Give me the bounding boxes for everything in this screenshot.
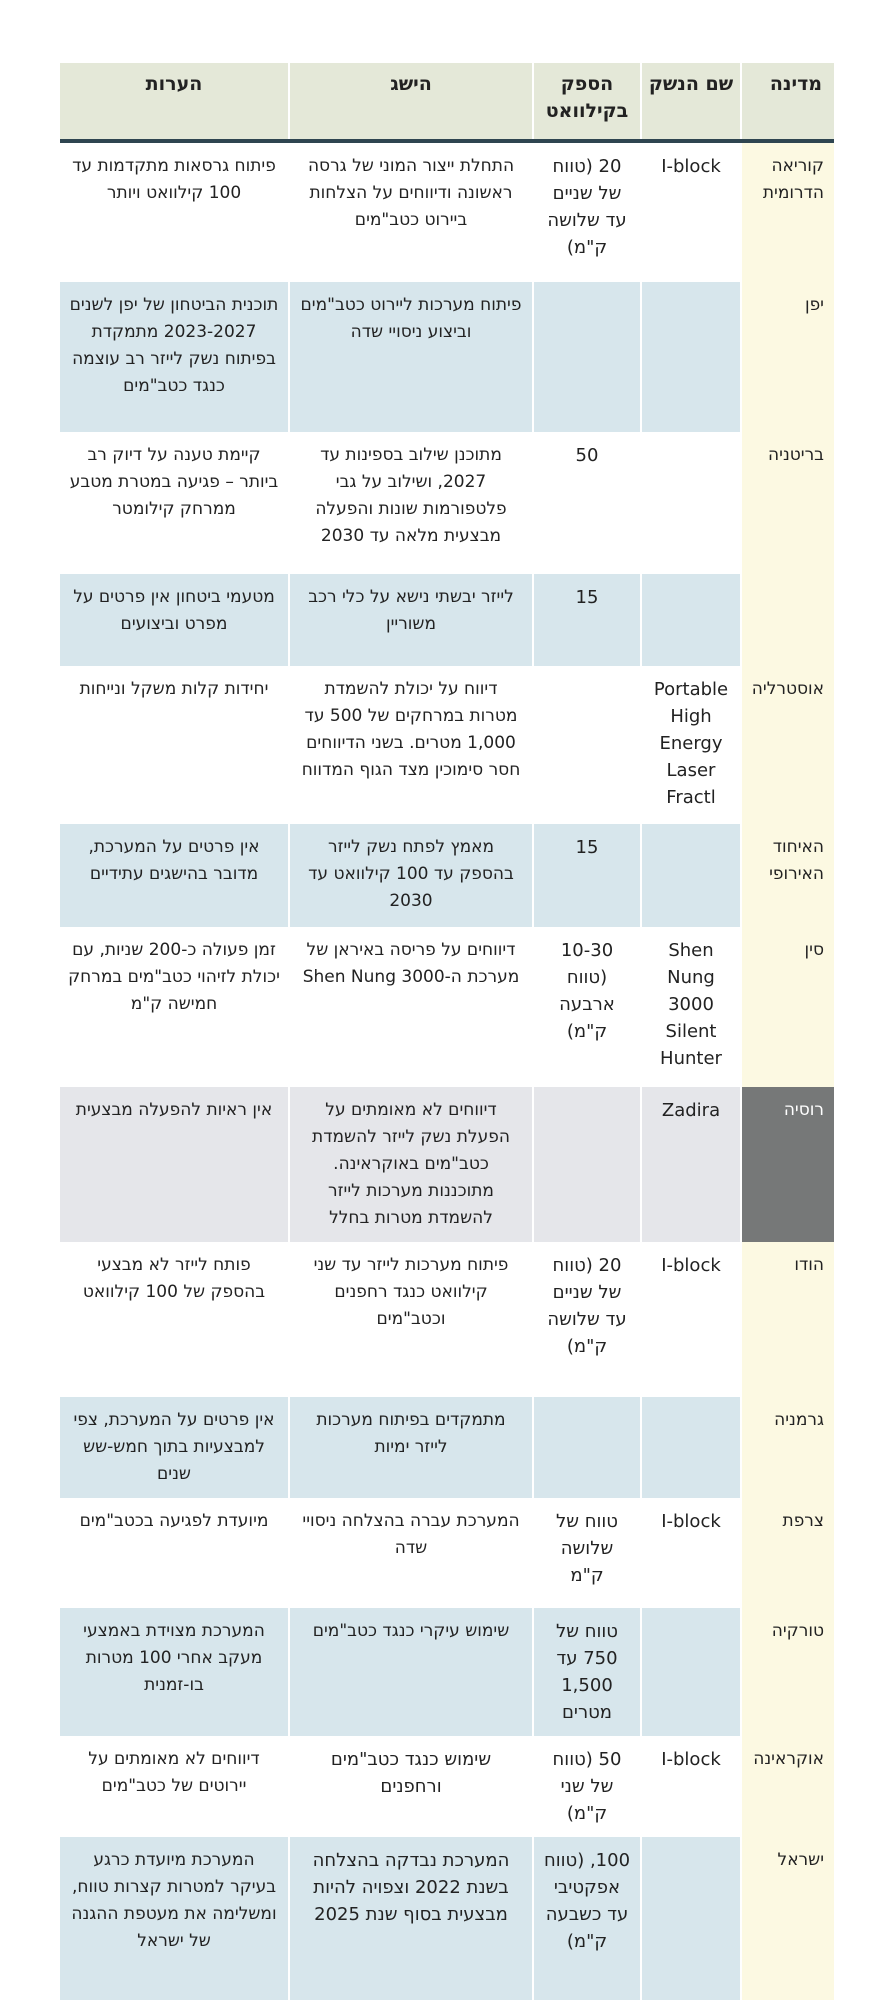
header-weapon: שם הנשק bbox=[642, 63, 740, 139]
cell-country: סין bbox=[742, 927, 834, 1087]
cell-weapon bbox=[642, 574, 740, 666]
cell-country: ישראל bbox=[742, 1837, 834, 2000]
table-row bbox=[60, 1736, 834, 1837]
cell-country: קוריאה הדרומית bbox=[742, 143, 834, 282]
table-row bbox=[60, 666, 834, 824]
table-row bbox=[60, 574, 834, 666]
cell-country: הודו bbox=[742, 1242, 834, 1397]
cell-notes: קיימת טענה על דיוק רב ביותר – פגיעה במטרת מטבע ממרחק קילומטר bbox=[60, 432, 288, 574]
cell-notes: אין פרטים על המערכת, מדובר בהישגים עתידיים bbox=[60, 824, 288, 927]
table-row bbox=[60, 927, 834, 1087]
cell-achievement: המערכת עברה בהצלחה ניסויי שדה bbox=[290, 1498, 532, 1608]
cell-achievement: מתמקדים בפיתוח מערכות לייזר ימיות bbox=[290, 1397, 532, 1498]
table-row bbox=[60, 1498, 834, 1608]
cell-power bbox=[534, 666, 640, 824]
cell-weapon bbox=[642, 1397, 740, 1498]
cell-power: 50 (טווח של שני ק"מ) bbox=[534, 1736, 640, 1837]
cell-weapon bbox=[642, 824, 740, 927]
cell-power: 20 (טווח של שניים עד שלושה ק"מ) bbox=[534, 1242, 640, 1397]
cell-power: טווח של 750 עד 1,500 מטרים bbox=[534, 1608, 640, 1736]
cell-notes: מיועדת לפגיעה בכטב"מים bbox=[60, 1498, 288, 1608]
header-power: הספק בקילוואט bbox=[534, 63, 640, 139]
cell-achievement: מאמץ לפתח נשק לייזר בהספק עד 100 קילוואט עד 2030 bbox=[290, 824, 532, 927]
header-notes: הערות bbox=[60, 63, 288, 139]
cell-notes: אין ראיות להפעלה מבצעית bbox=[60, 1087, 288, 1242]
table-row bbox=[60, 1837, 834, 2000]
cell-country: טורקיה bbox=[742, 1608, 834, 1736]
cell-power: 100, (טווח אפקטיבי עד כשבעה ק"מ) bbox=[534, 1837, 640, 2000]
cell-country: יפן bbox=[742, 282, 834, 432]
cell-power: טווח של שלושה ק"מ bbox=[534, 1498, 640, 1608]
header-country: מדינה bbox=[742, 63, 834, 139]
cell-notes: יחידות קלות משקל ונייחות bbox=[60, 666, 288, 824]
table-row bbox=[60, 1397, 834, 1498]
table-row bbox=[60, 1608, 834, 1736]
table-row bbox=[60, 282, 834, 432]
cell-notes: דיווחים לא מאומתים על יירוטים של כטב"מים bbox=[60, 1736, 288, 1837]
cell-weapon bbox=[642, 1608, 740, 1736]
cell-country: בריטניה bbox=[742, 432, 834, 666]
cell-achievement: לייזר יבשתי נישא על כלי רכב משוריין bbox=[290, 574, 532, 666]
cell-notes: אין פרטים על המערכת, צפי למבצעיות בתוך חמש-שש שנים bbox=[60, 1397, 288, 1498]
cell-weapon: I-block bbox=[642, 1498, 740, 1608]
cell-power: 10-30 (טווח ארבעה ק"מ) bbox=[534, 927, 640, 1087]
cell-power: 15 bbox=[534, 574, 640, 666]
cell-achievement: התחלת ייצור המוני של גרסה ראשונה ודיווחים על הצלחות ביירוט כטב"מים bbox=[290, 143, 532, 282]
cell-country: גרמניה bbox=[742, 1397, 834, 1498]
cell-notes: מטעמי ביטחון אין פרטים על מפרט וביצועים bbox=[60, 574, 288, 666]
cell-weapon: I-block bbox=[642, 1736, 740, 1837]
cell-weapon: Zadira bbox=[642, 1087, 740, 1242]
cell-achievement: המערכת נבדקה בהצלחה בשנת 2022 וצפויה להיות מבצעית בסוף שנת 2025 bbox=[290, 1837, 532, 2000]
cell-weapon bbox=[642, 432, 740, 574]
table-row bbox=[60, 1242, 834, 1397]
laser-weapons-table bbox=[58, 63, 836, 2000]
table-row bbox=[60, 824, 834, 927]
cell-notes: פותח לייזר לא מבצעי בהספק של 100 קילוואט bbox=[60, 1242, 288, 1397]
cell-country: אוקראינה bbox=[742, 1736, 834, 1837]
cell-power: 50 bbox=[534, 432, 640, 574]
cell-weapon: I-block bbox=[642, 1242, 740, 1397]
cell-notes: המערכת מצוידת באמצעי מעקב אחרי 100 מטרות בו-זמנית bbox=[60, 1608, 288, 1736]
header-row bbox=[60, 63, 834, 139]
cell-notes: זמן פעולה כ-200 שניות, עם יכולת לזיהוי כטב"מים במרחק חמישה ק"מ bbox=[60, 927, 288, 1087]
cell-country: האיחוד האירופי bbox=[742, 824, 834, 927]
cell-achievement: פיתוח מערכות ליירוט כטב"מים וביצוע ניסויי שדה bbox=[290, 282, 532, 432]
cell-weapon bbox=[642, 282, 740, 432]
cell-achievement: דיווח על יכולת להשמדת מטרות במרחקים של 500 עד 1,000 מטרים. בשני הדיווחים חסר סימוכין מצד הגוף המדווח bbox=[290, 666, 532, 824]
cell-power: 15 bbox=[534, 824, 640, 927]
cell-weapon: Portable High Energy Laser Fractl bbox=[642, 666, 740, 824]
cell-achievement: דיווחים לא מאומתים על הפעלת נשק לייזר להשמדת כטב"מים באוקראינה. מתוכננות מערכות לייזר להשמדת מטרות בחלל bbox=[290, 1087, 532, 1242]
cell-achievement: דיווחים על פריסה באיראן של מערכת ה-Shen Nung 3000 bbox=[290, 927, 532, 1087]
cell-achievement: שימוש כנגד כטב"מים ורחפנים bbox=[290, 1736, 532, 1837]
cell-achievement: מתוכנן שילוב בספינות עד 2027, ושילוב על גבי פלטפורמות שונות והפעלה מבצעית מלאה עד 2030 bbox=[290, 432, 532, 574]
cell-power: 20 (טווח של שניים עד שלושה ק"מ) bbox=[534, 143, 640, 282]
cell-weapon: I-block bbox=[642, 143, 740, 282]
cell-country: אוסטרליה bbox=[742, 666, 834, 824]
cell-power bbox=[534, 1397, 640, 1498]
cell-achievement: פיתוח מערכות לייזר עד שני קילוואט כנגד רחפנים וכטב"מים bbox=[290, 1242, 532, 1397]
header-achievement: הישג bbox=[290, 63, 532, 139]
cell-achievement: שימוש עיקרי כנגד כטב"מים bbox=[290, 1608, 532, 1736]
cell-notes: המערכת מיועדת כרגע בעיקר למטרות קצרות טווח, ומשלימה את מעטפת ההגנה של ישראל bbox=[60, 1837, 288, 2000]
cell-country: צרפת bbox=[742, 1498, 834, 1608]
table-row bbox=[60, 143, 834, 282]
table-row bbox=[60, 1087, 834, 1242]
cell-power bbox=[534, 282, 640, 432]
cell-notes: תוכנית הביטחון של יפן לשנים 2023-2027 מתמקדת בפיתוח נשק לייזר רב עוצמה כנגד כטב"מים bbox=[60, 282, 288, 432]
table-row bbox=[60, 432, 834, 574]
cell-power bbox=[534, 1087, 640, 1242]
cell-country: רוסיה bbox=[742, 1087, 834, 1242]
cell-weapon: Shen Nung 3000 Silent Hunter bbox=[642, 927, 740, 1087]
cell-weapon bbox=[642, 1837, 740, 2000]
cell-notes: פיתוח גרסאות מתקדמות עד 100 קילוואט ויותר bbox=[60, 143, 288, 282]
